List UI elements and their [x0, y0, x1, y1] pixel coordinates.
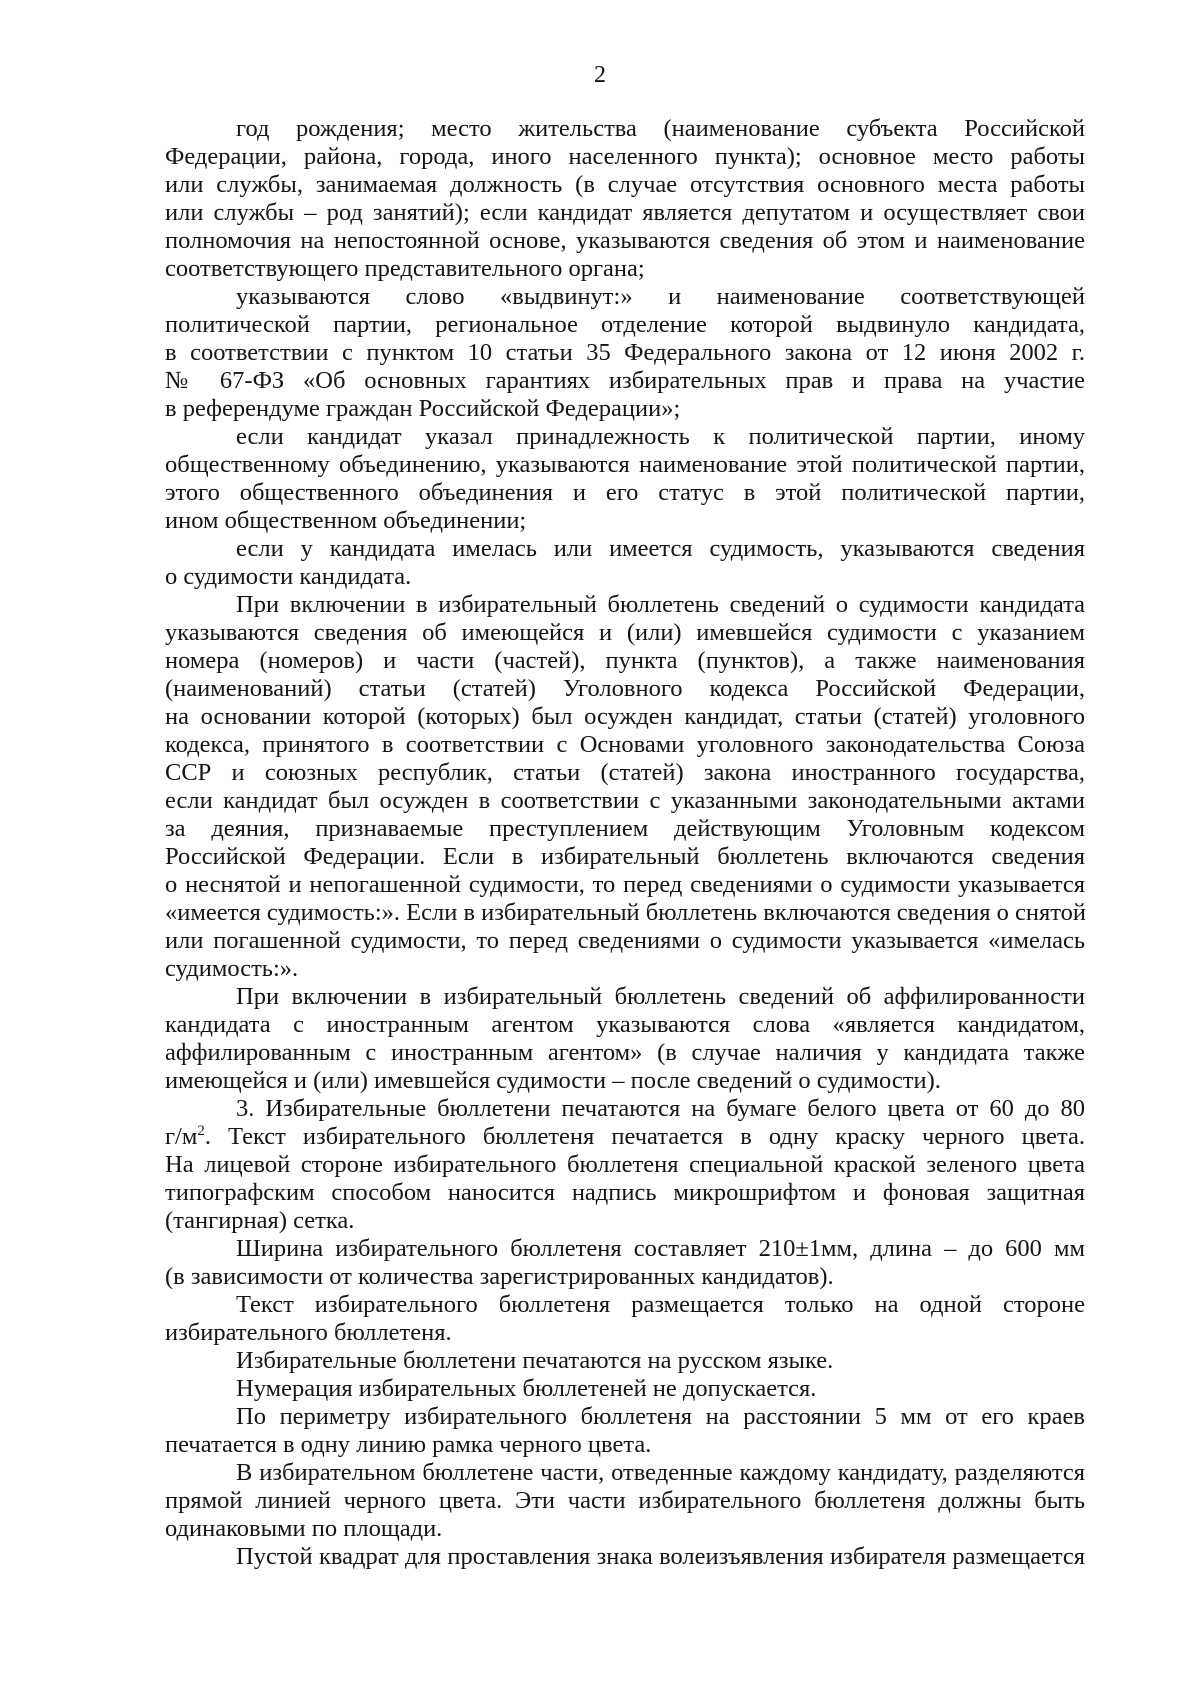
- text-line: Федерации, района, города, иного населенного пункта); основное место работы: [165, 143, 1085, 170]
- text-line: При включении в избирательный бюллетень сведений о судимости кандидата: [236, 591, 1085, 618]
- text-line: в референдуме граждан Российской Федерации»;: [165, 395, 681, 422]
- text-line: соответствующего представительного органа;: [165, 255, 645, 282]
- text-line: указываются сведения об имеющейся и (или) имевшейся судимости с указанием: [165, 619, 1085, 646]
- text-line: кодекса, принятого в соответствии с Основами уголовного законодательства Союза: [165, 731, 1085, 758]
- text-line: ином общественном объединении;: [165, 507, 527, 534]
- text-line: [165, 1123, 1085, 1151]
- text-line: Избирательные бюллетени печатаются на русском языке.: [236, 1347, 834, 1374]
- text-line: судимость:».: [165, 955, 299, 982]
- text-line: этого общественного объединения и его статус в этой политической партии,: [165, 479, 1085, 506]
- text-line: (в зависимости от количества зарегистрированных кандидатов).: [165, 1263, 834, 1290]
- unit-text: г/м: [165, 1123, 198, 1150]
- text-line: на основании которой (которых) был осужден кандидат, статьи (статей) уголовного: [165, 703, 1085, 730]
- text-line: или погашенной судимости, то перед сведениями о судимости указывается «имелась: [165, 927, 1085, 954]
- text-line: В избирательном бюллетене части, отведенные каждому кандидату, разделяются: [236, 1459, 1085, 1486]
- text-line: При включении в избирательный бюллетень сведений об аффилированности: [236, 983, 1085, 1010]
- text-line: или службы – род занятий); если кандидат является депутатом и осуществляет свои: [165, 199, 1085, 226]
- text-line: номера (номеров) и части (частей), пункта (пунктов), а также наименования: [165, 647, 1085, 674]
- text-line: (наименований) статьи (статей) Уголовного кодекса Российской Федерации,: [165, 675, 1085, 702]
- text-line: год рождения; место жительства (наименование субъекта Российской: [236, 115, 1085, 142]
- text-line: в соответствии с пунктом 10 статьи 35 Федерального закона от 12 июня 2002 г.: [165, 339, 1085, 366]
- text-line: одинаковыми по площади.: [165, 1515, 443, 1542]
- text-line: о судимости кандидата.: [165, 563, 412, 590]
- superscript-two: 2: [197, 1123, 205, 1139]
- text-line: печатается в одну линию рамка черного цвета.: [165, 1431, 652, 1458]
- text-line: общественному объединению, указываются наименование этой политической партии,: [165, 451, 1085, 478]
- text-line: Российской Федерации. Если в избирательный бюллетень включаются сведения: [165, 843, 1085, 870]
- text-line: ССР и союзных республик, статьи (статей) закона иностранного государства,: [165, 759, 1085, 786]
- text-line: аффилированным с иностранным агентом» (в случае наличия у кандидата также: [165, 1039, 1085, 1066]
- text-line: избирательного бюллетеня.: [165, 1319, 452, 1346]
- text-line: если кандидат указал принадлежность к политической партии, иному: [236, 423, 1085, 450]
- text-line: если у кандидата имелась или имеется судимость, указываются сведения: [236, 535, 1085, 562]
- text-line: Нумерация избирательных бюллетеней не допускается.: [236, 1375, 817, 1402]
- text-line: Текст избирательного бюллетеня размещается только на одной стороне: [236, 1291, 1085, 1318]
- text-line: типографским способом наносится надпись микрошрифтом и фоновая защитная: [165, 1179, 1085, 1206]
- text-line: № 67-ФЗ «Об основных гарантиях избирательных прав и права на участие: [165, 367, 1085, 394]
- page-number: 2: [594, 62, 606, 88]
- text-line: Ширина избирательного бюллетеня составляет 210±1мм, длина – до 600 мм: [236, 1235, 1085, 1262]
- text-line: прямой линией черного цвета. Эти части избирательного бюллетеня должны быть: [165, 1487, 1085, 1514]
- text-line: если кандидат был осужден в соответствии с указанными законодательными актами: [165, 787, 1085, 814]
- text-line: или службы, занимаемая должность (в случае отсутствия основного места работы: [165, 171, 1085, 198]
- text-line: полномочия на непостоянной основе, указываются сведения об этом и наименование: [165, 227, 1085, 254]
- text-segment: . Текст избирательного бюллетеня печатается в одну краску черного цвета.: [204, 1123, 1085, 1150]
- text-line: политической партии, региональное отделение которой выдвинуло кандидата,: [165, 311, 1085, 338]
- text-line: Пустой квадрат для проставления знака волеизъявления избирателя размещается: [236, 1543, 1085, 1570]
- text-line: кандидата с иностранным агентом указываются слова «является кандидатом,: [165, 1011, 1085, 1038]
- text-line: указываются слово «выдвинут:» и наименование соответствующей: [236, 283, 1085, 310]
- text-line: за деяния, признаваемые преступлением действующим Уголовным кодексом: [165, 815, 1085, 842]
- text-line: На лицевой стороне избирательного бюллетеня специальной краской зеленого цвета: [165, 1151, 1085, 1178]
- text-line: о неснятой и непогашенной судимости, то перед сведениями о судимости указывается: [165, 871, 1085, 898]
- text-line: имеющейся и (или) имевшейся судимости – после сведений о судимости).: [165, 1067, 941, 1094]
- text-line: (тангирная) сетка.: [165, 1207, 355, 1234]
- text-line: «имеется судимость:». Если в избирательный бюллетень включаются сведения о снятой: [165, 899, 1086, 926]
- text-line: 3. Избирательные бюллетени печатаются на бумаге белого цвета от 60 до 80: [236, 1095, 1085, 1122]
- text-line: По периметру избирательного бюллетеня на расстоянии 5 мм от его краев: [236, 1403, 1085, 1430]
